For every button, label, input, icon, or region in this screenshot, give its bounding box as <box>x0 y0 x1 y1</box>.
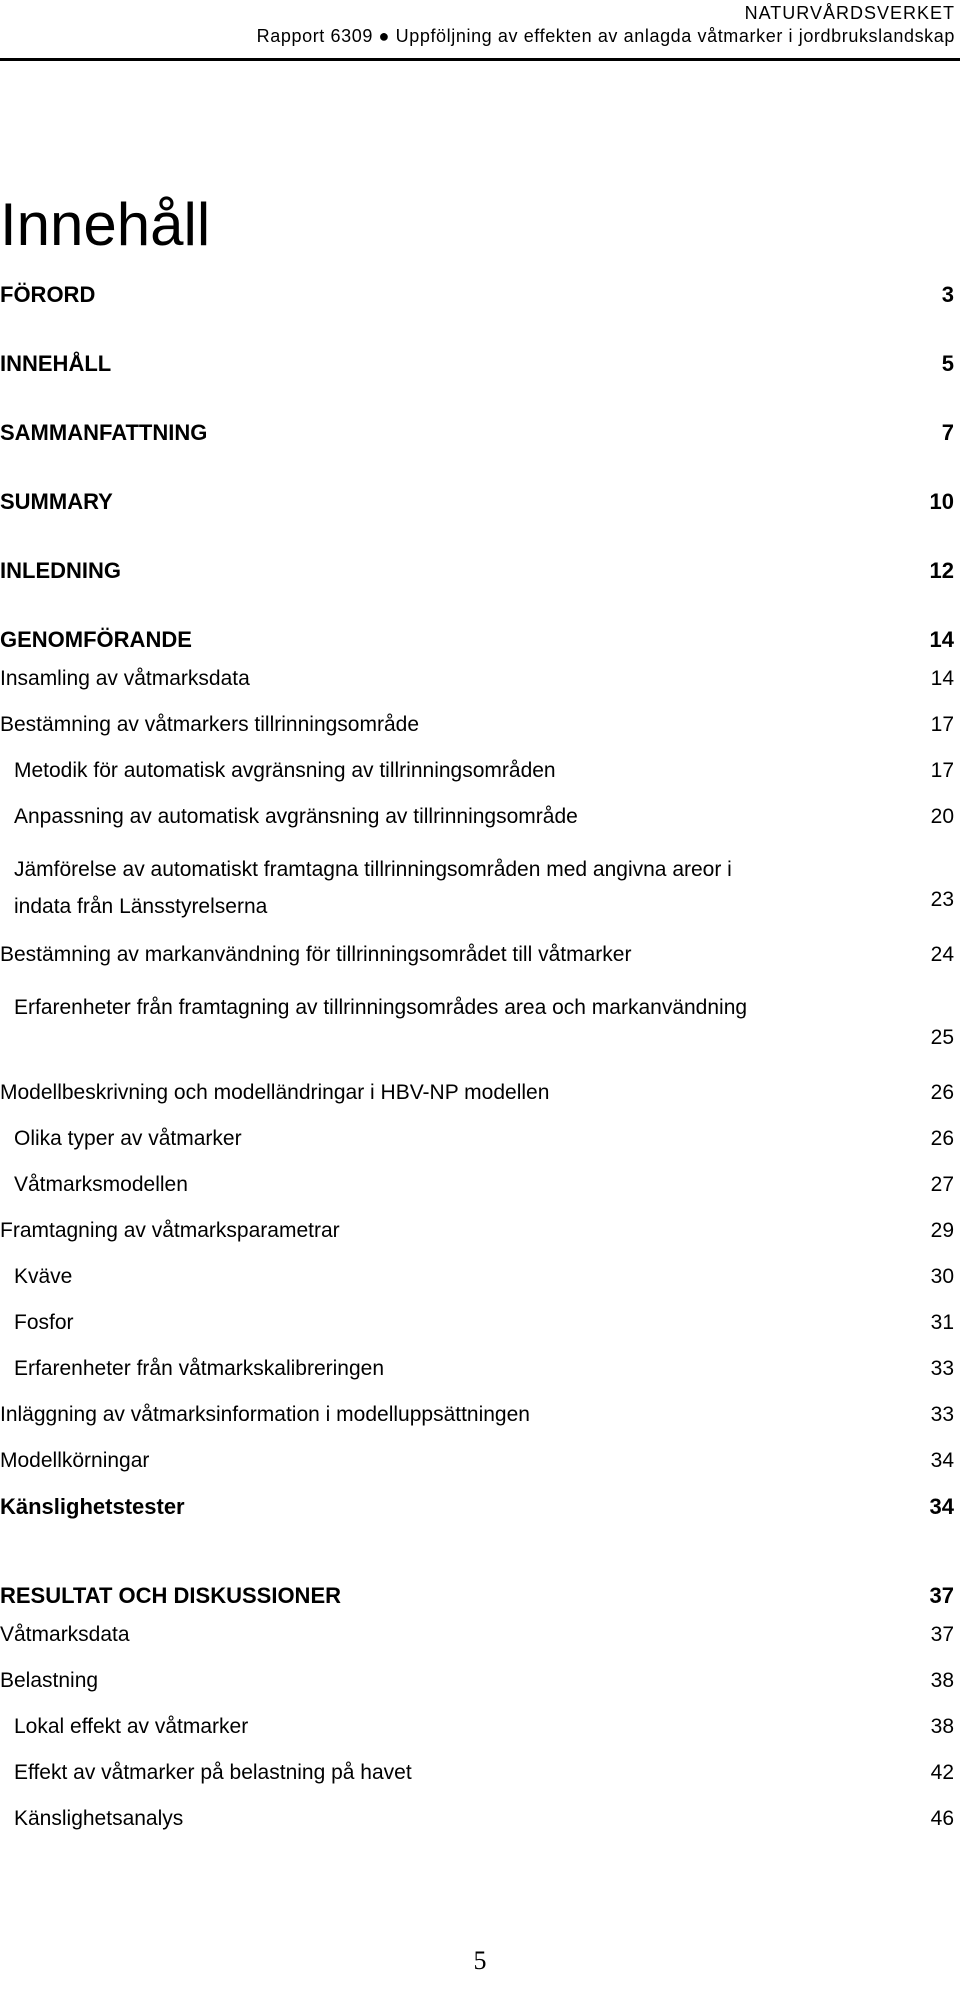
toc-entry <box>0 1077 954 1109</box>
toc-entry-page: 17 <box>930 759 954 782</box>
toc-entry <box>0 279 954 311</box>
toc-entry-page: 12 <box>929 558 954 583</box>
toc-entry-label: Känslighetsanalys <box>14 1807 184 1830</box>
toc-entry-label: SAMMANFATTNING <box>0 420 208 445</box>
toc-entry-label: Metodik för automatisk avgränsning av tillrinningsområden <box>14 759 556 782</box>
toc-entry-page: 25 <box>930 1026 954 1049</box>
toc-entry-label: Känslighetstester <box>0 1494 185 1519</box>
toc-entry-page: 34 <box>930 1449 954 1472</box>
toc-entry-page: 14 <box>929 627 954 652</box>
toc-entry <box>0 847 954 918</box>
toc-entry-label: Modellkörningar <box>0 1449 150 1472</box>
toc-entry <box>0 1665 954 1697</box>
toc-entry-label: Framtagning av våtmarksparametrar <box>0 1219 340 1242</box>
toc-entry-label: Kväve <box>14 1265 73 1288</box>
toc-entry-page: 24 <box>930 943 954 966</box>
toc-entry-page: 38 <box>930 1715 954 1738</box>
toc-entry-page: 5 <box>941 351 954 376</box>
toc-entry <box>0 663 954 695</box>
toc-entry-page: 7 <box>941 420 954 445</box>
toc-entry-page: 14 <box>930 667 954 690</box>
page-title: Innehåll <box>0 191 211 259</box>
toc-entry <box>0 801 954 833</box>
toc-entry-page: 38 <box>930 1669 954 1692</box>
toc-entry-label: Våtmarksmodellen <box>14 1173 188 1196</box>
toc-entry-label: GENOMFÖRANDE <box>0 627 192 652</box>
toc-entry-page: 46 <box>930 1807 954 1830</box>
toc-entry-page: 17 <box>930 713 954 736</box>
toc-entry <box>0 1757 954 1789</box>
toc-entry-page: 10 <box>929 489 954 514</box>
page-number: 5 <box>473 1946 487 1975</box>
toc-entry-page: 34 <box>929 1494 954 1519</box>
toc-entry <box>0 1123 954 1155</box>
toc-entry <box>0 1215 954 1247</box>
toc-entry-label: RESULTAT OCH DISKUSSIONER <box>0 1583 342 1608</box>
toc-entry <box>0 1711 954 1743</box>
toc-entry <box>0 1261 954 1293</box>
toc-entry-label: Lokal effekt av våtmarker <box>14 1715 249 1738</box>
toc-entry-label: Belastning <box>0 1669 99 1692</box>
toc-entry-label: INLEDNING <box>0 558 121 583</box>
toc-entry-label: Modellbeskrivning och modelländringar i HBV-NP modellen <box>0 1081 550 1104</box>
toc-entry-label: Bestämning av våtmarkers tillrinningsområde <box>0 713 420 736</box>
toc-entry <box>0 1353 954 1385</box>
toc-entry <box>0 417 954 449</box>
toc-entry-page: 33 <box>930 1357 954 1380</box>
toc-entry-page: 37 <box>929 1583 954 1608</box>
toc-entry <box>0 1307 954 1339</box>
toc-entry-page: 31 <box>930 1311 954 1334</box>
toc-entry-label: SUMMARY <box>0 489 113 514</box>
toc-entry-page: 3 <box>941 282 954 307</box>
toc-entry-page: 26 <box>930 1127 954 1150</box>
toc-entry-label: Effekt av våtmarker på belastning på havet <box>14 1761 412 1784</box>
toc-entry <box>0 1169 954 1201</box>
toc-entry <box>0 555 954 587</box>
toc-entry <box>0 1803 954 1835</box>
toc-entry-label: Anpassning av automatisk avgränsning av tillrinningsområde <box>14 805 578 828</box>
toc-entry-page: 42 <box>930 1761 954 1784</box>
toc-entry <box>0 1619 954 1651</box>
toc-entry-label: Insamling av våtmarksdata <box>0 667 250 690</box>
toc-entry-label: Våtmarksdata <box>0 1623 130 1646</box>
toc-entry <box>0 985 954 1049</box>
toc-entry <box>0 709 954 741</box>
toc-entry-label: INNEHÅLL <box>0 351 112 376</box>
toc-entry-label: Olika typer av våtmarker <box>14 1127 242 1150</box>
toc-entry <box>0 486 954 518</box>
toc-entry-page: 20 <box>930 805 954 828</box>
toc-entry-page: 23 <box>930 888 954 911</box>
toc-entry-label: Inläggning av våtmarksinformation i modelluppsättningen <box>0 1403 530 1426</box>
toc-entry <box>0 348 954 380</box>
toc-entry <box>0 1445 954 1477</box>
toc-entry <box>0 1491 954 1523</box>
toc-entry-page: 27 <box>930 1173 954 1196</box>
toc-entry-page: 26 <box>930 1081 954 1104</box>
header-organization: NATURVÅRDSVERKET <box>744 3 955 23</box>
toc-entry <box>0 1580 954 1612</box>
toc-entry <box>0 624 954 656</box>
toc-entry-label: FÖRORD <box>0 282 96 307</box>
toc-entry-label: Erfarenheter från framtagning av tillrinningsområdes area och markanvändning <box>14 996 748 1019</box>
toc-entry-page: 29 <box>930 1219 954 1242</box>
toc-entry-page: 30 <box>930 1265 954 1288</box>
toc-entry <box>0 939 954 971</box>
toc-entry-page: 33 <box>930 1403 954 1426</box>
toc-entry-label: Jämförelse av automatiskt framtagna tillrinningsområden med angivna areor i indata från Länsstyrelserna <box>14 858 732 918</box>
toc-entry-label: Erfarenheter från våtmarkskalibreringen <box>14 1357 385 1380</box>
toc-entry <box>0 755 954 787</box>
toc-entry-page: 37 <box>930 1623 954 1646</box>
toc-entry-label: Fosfor <box>14 1311 74 1334</box>
toc-entry-label: Bestämning av markanvändning för tillrinningsområdet till våtmarker <box>0 943 632 966</box>
header-report-line: Rapport 6309 ● Uppföljning av effekten av anlagda våtmarker i jordbrukslandskap <box>256 26 955 46</box>
toc-entry <box>0 1399 954 1431</box>
